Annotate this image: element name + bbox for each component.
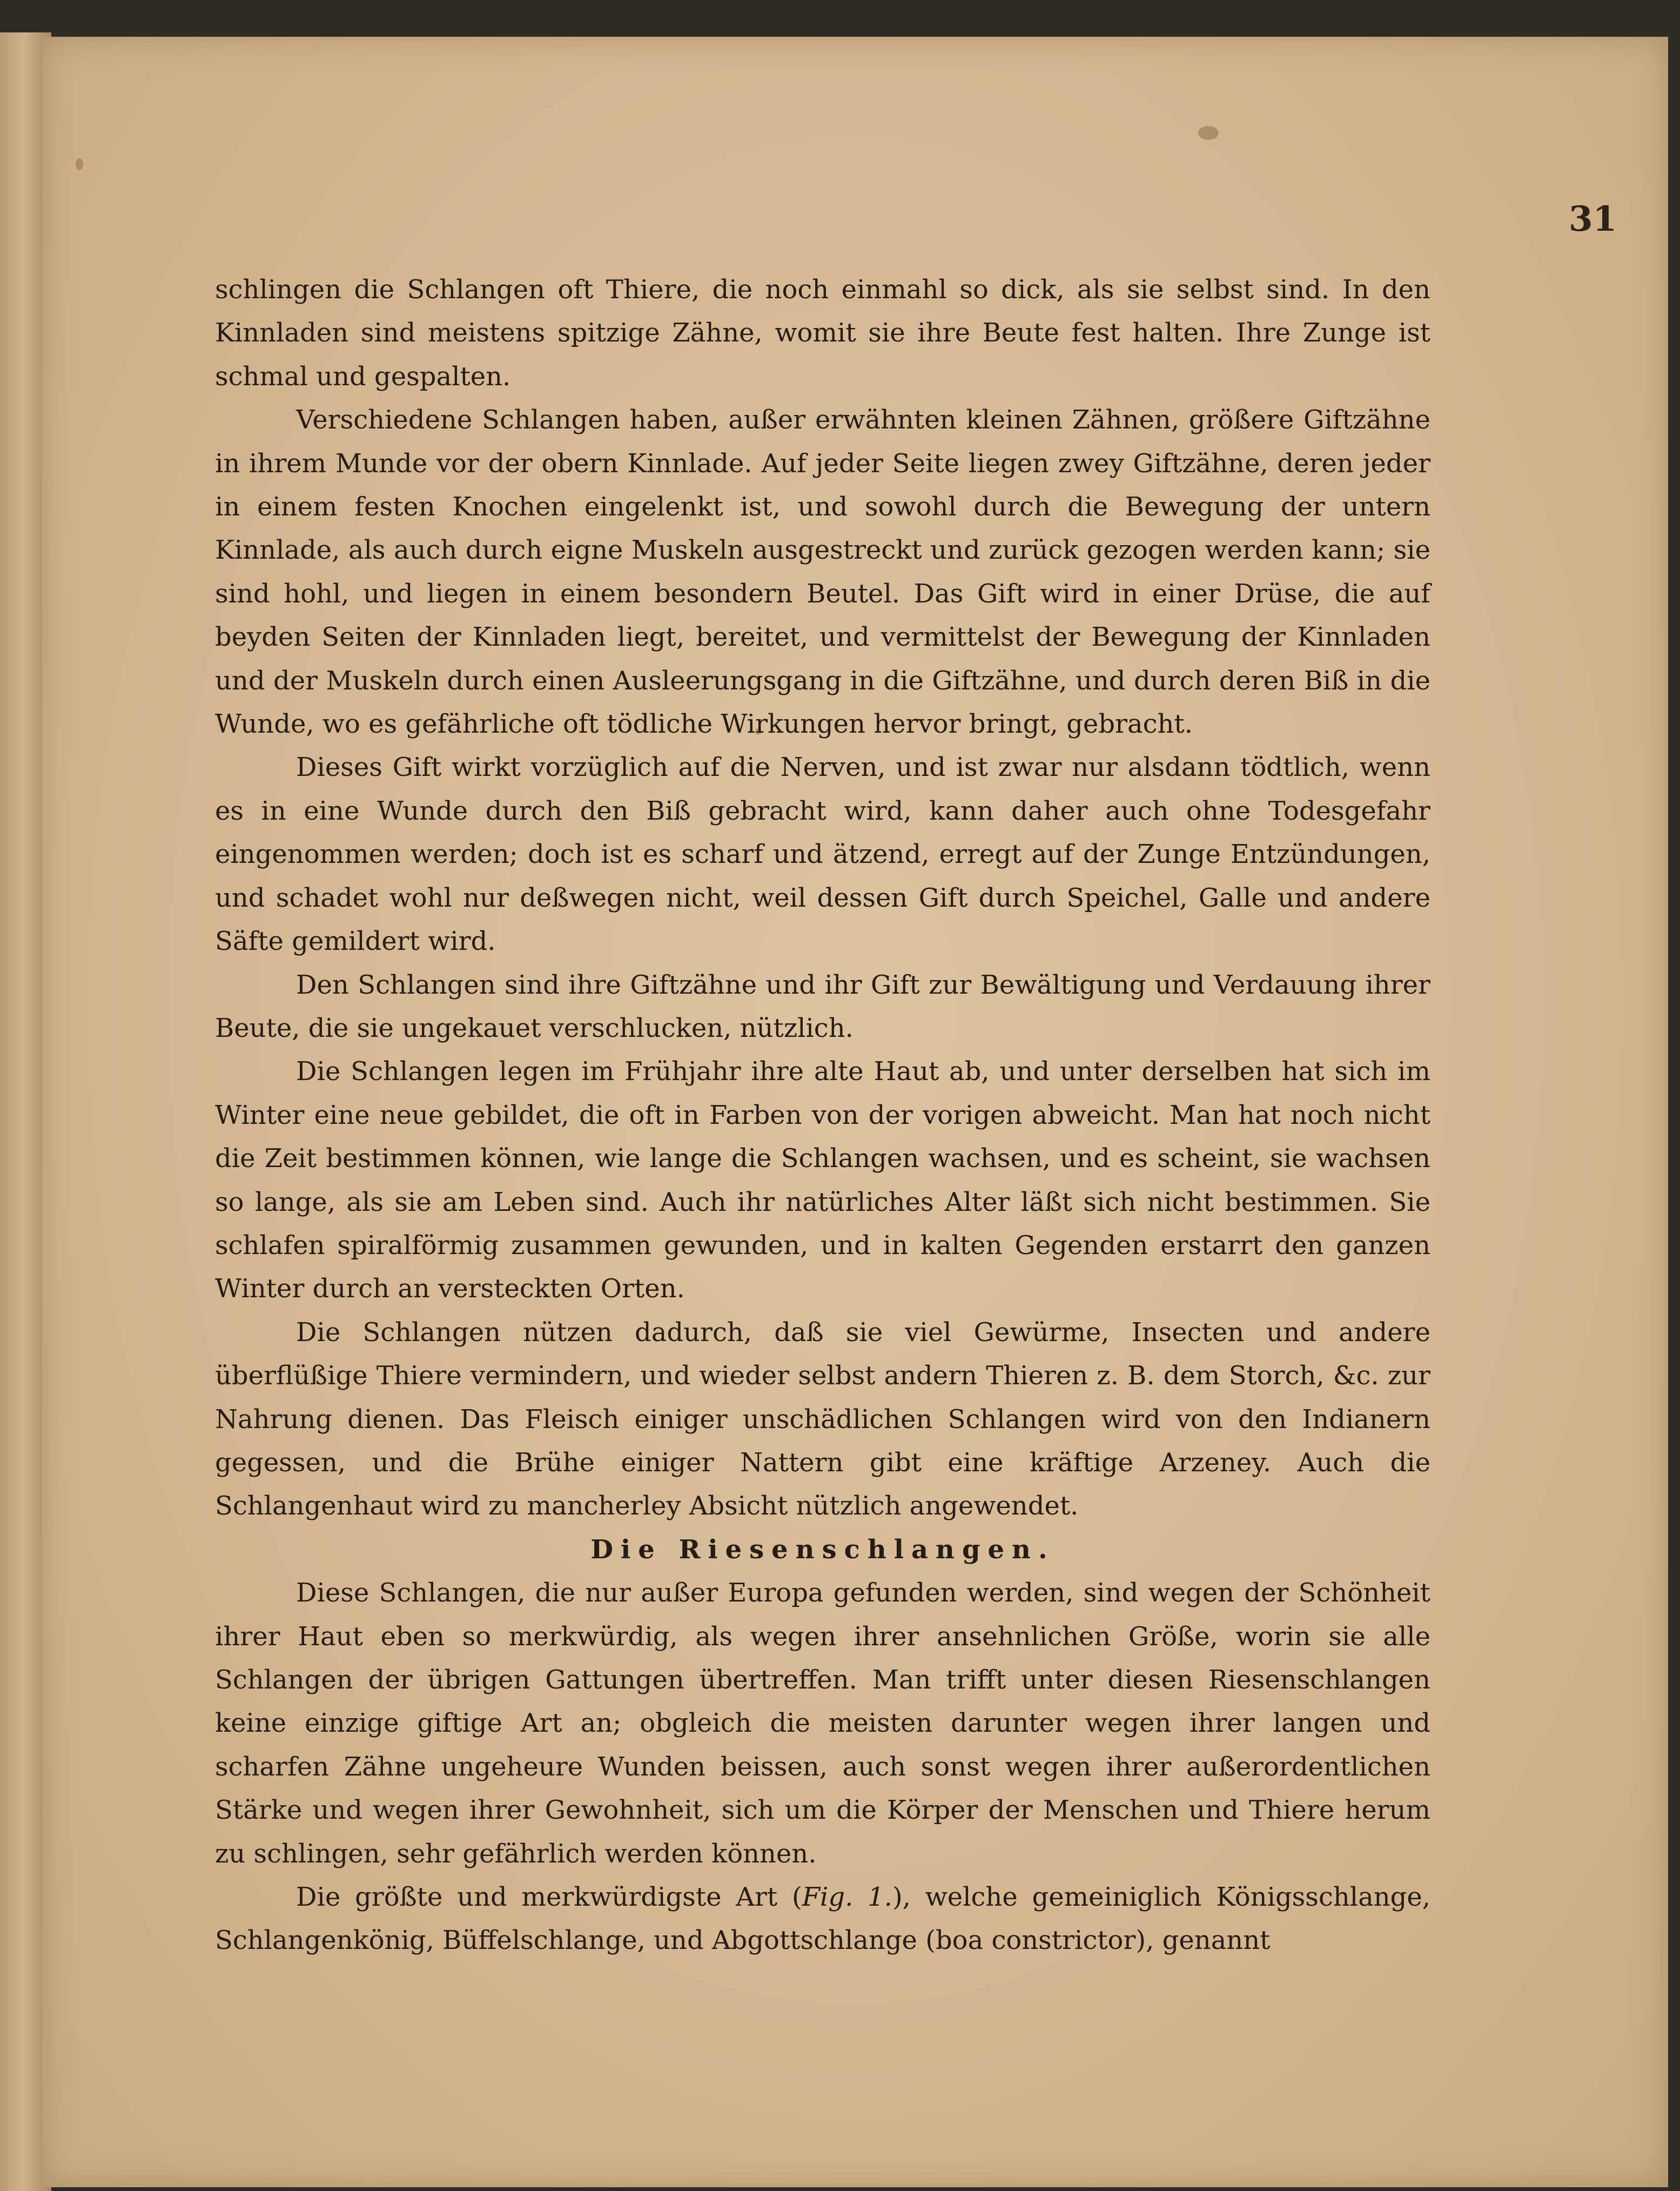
paragraph: Den Schlangen sind ihre Giftzähne und ihr Gift zur Bewältigung und Verdauung ihrer Beute, die sie ungekauet verschlucken, nützlich. bbox=[215, 969, 1430, 1043]
ink-stain bbox=[1198, 126, 1219, 140]
section-heading: Die Riesenschlangen. bbox=[590, 1534, 1055, 1565]
paragraph: Die Schlangen legen im Frühjahr ihre alte Haut ab, und unter derselben hat sich im Winter eine neue gebildet, die oft in Farben von der vorigen abweicht. Man hat noch nicht die Zeit bestimmen können, wie lange die Schlangen wachsen, und es scheint, sie wachsen so lange, als sie am Leben sind. Auch ihr natürliches Alter läßt sich nicht bestimmen. Sie schlafen spiralförmig zusammen gewunden, und in kalten Gegenden erstarrt den ganzen Winter durch an versteckten Orten. bbox=[215, 1056, 1430, 1304]
text-run: ), welche gemeiniglich Königsschlange, Schlangenkönig, Büffelschlange, und Abgottschlange (boa constrictor), genannt bbox=[215, 1882, 1431, 1956]
page bbox=[42, 37, 1668, 2187]
body-text bbox=[215, 268, 1430, 1962]
text-run: Die größte und merkwürdigste Art ( bbox=[296, 1882, 802, 1913]
paragraph: Die Schlangen nützen dadurch, daß sie viel Gewürme, Insecten und andere überflüßige Thiere vermindern, und wieder selbst andern Thieren z. B. dem Storch, &c. zur Nahrung dienen. Das Fleisch einiger unschädlichen Schlangen wird von den Indianern gegessen, und die Brühe einiger Nattern gibt eine kräftige Arzeney. Auch die Schlangenhaut wird zu mancherley Absicht nützlich angewendet. bbox=[215, 1317, 1430, 1522]
paragraph: Dieses Gift wirkt vorzüglich auf die Nerven, und ist zwar nur alsdann tödtlich, wenn es in eine Wunde durch den Biß gebracht wird, kann daher auch ohne Todesgefahr eingenommen werden; doch ist es scharf und ätzend, erregt auf der Zunge Entzündungen, und schadet wohl nur deßwegen nicht, weil dessen Gift durch Speichel, Galle und andere Säfte gemildert wird. bbox=[215, 752, 1430, 957]
page-number: 31 bbox=[1568, 199, 1617, 239]
paragraph: schlingen die Schlangen oft Thiere, die noch einmahl so dick, als sie selbst sind. In den Kinnladen sind meistens spitzige Zähne, womit sie ihre Beute fest halten. Ihre Zunge ist schmal und gespalten. bbox=[215, 274, 1430, 392]
paragraph-last bbox=[215, 1875, 1430, 1962]
ink-stain bbox=[76, 158, 83, 170]
paragraph: Diese Schlangen, die nur außer Europa gefunden werden, sind wegen der Schönheit ihrer Haut eben so merkwürdig, als wegen ihrer ansehnlichen Größe, worin sie alle Schlangen der übrigen Gattungen übertreffen. Man trifft unter diesen Riesenschlangen keine einzige giftige Art an; obgleich die meisten darunter wegen ihrer langen und scharfen Zähne ungeheure Wunden beissen, auch sonst wegen ihrer außerordentlichen Stärke und wegen ihrer Gewohnheit, sich um die Körper der Menschen und Thiere herum zu schlingen, sehr gefährlich werden können. bbox=[215, 1578, 1430, 1869]
figure-reference: Fig. 1. bbox=[802, 1882, 892, 1913]
paragraph: Verschiedene Schlangen haben, außer erwähnten kleinen Zähnen, größere Giftzähne in ihrem Munde vor der obern Kinnlade. Auf jeder Seite liegen zwey Giftzähne, deren jeder in einem festen Knochen eingelenkt ist, und sowohl durch die Bewegung der untern Kinnlade, als auch durch eigne Muskeln ausgestreckt und zurück gezogen werden kann; sie sind hohl, und liegen in einem besondern Beutel. Das Gift wird in einer Drüse, die auf beyden Seiten der Kinnladen liegt, bereitet, und vermittelst der Bewegung der Kinnladen und der Muskeln durch einen Ausleerungsgang in die Giftzähne, und durch deren Biß in die Wunde, wo es gefährliche oft tödliche Wirkungen hervor bringt, gebracht. bbox=[215, 405, 1430, 740]
